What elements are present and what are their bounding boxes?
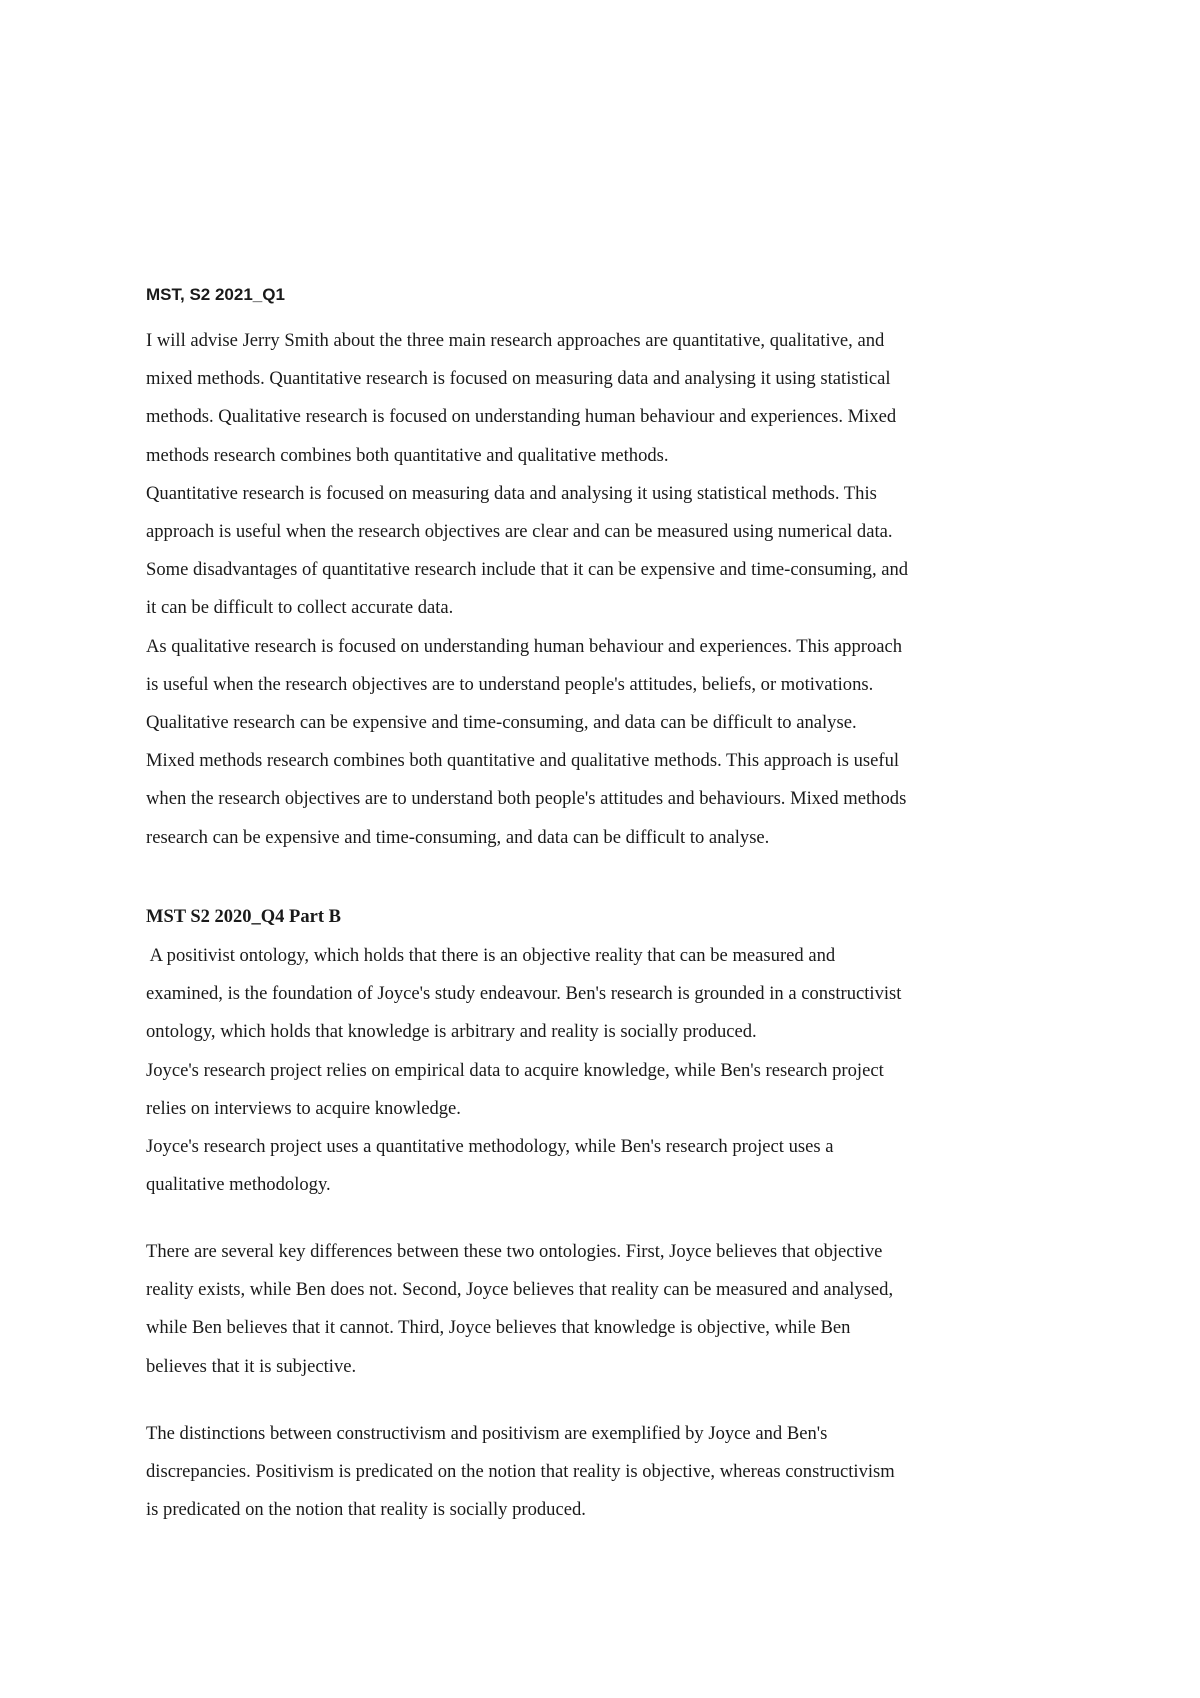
text-line: There are several key differences between these two ontologies. First, Joyce believes that objective (146, 1241, 883, 1262)
text-line: believes that it is subjective. (146, 1355, 357, 1377)
text-line: examined, is the foundation of Joyce's study endeavour. Ben's research is grounded in a constructivist (146, 983, 902, 1005)
text-line: Joyce's research project relies on empirical data to acquire knowledge, while Ben's research project (146, 1059, 884, 1081)
text-line: while Ben believes that it cannot. Third, Joyce believes that knowledge is objective, while Ben (146, 1317, 851, 1339)
text-line: Joyce's research project uses a quantitative methodology, while Ben's research project uses a (146, 1136, 834, 1158)
text-line: methods. Qualitative research is focused on understanding human behaviour and experiences. Mixed (146, 406, 897, 428)
text-line: approach is useful when the research objectives are clear and can be measured using numerical data. (146, 521, 893, 543)
text-line: research can be expensive and time-consuming, and data can be difficult to analyse. (146, 826, 770, 848)
text-line: methods research combines both quantitative and qualitative methods. (146, 444, 669, 466)
section-heading-q1: MST, S2 2021_Q1 (146, 285, 285, 304)
text-line: when the research objectives are to understand both people's attitudes and behaviours. Mixed methods (146, 788, 907, 810)
text-line: it can be difficult to collect accurate data. (146, 597, 454, 619)
text-line: Some disadvantages of quantitative research include that it can be expensive and time-consuming, and (146, 559, 909, 581)
answer-paragraph-q1 (146, 322, 1076, 857)
text-line: relies on interviews to acquire knowledge. (146, 1097, 461, 1119)
text-line: Quantitative research is focused on measuring data and analysing it using statistical methods. This (146, 482, 877, 504)
section-heading-q4: MST S2 2020_Q4 Part B (146, 907, 341, 927)
text-line: discrepancies. Positivism is predicated on the notion that reality is objective, whereas constructivism (146, 1461, 895, 1483)
answer-paragraph-q4-1 (146, 937, 1076, 1204)
text-line: Mixed methods research combines both quantitative and qualitative methods. This approach is useful (146, 750, 900, 772)
text-line: qualitative methodology. (146, 1174, 331, 1196)
text-line: reality exists, while Ben does not. Second, Joyce believes that reality can be measured and analysed, (146, 1279, 894, 1301)
answer-paragraph-q4-3 (146, 1415, 1076, 1530)
document-page (146, 0, 1076, 1698)
text-line: The distinctions between constructivism and positivism are exemplified by Joyce and Ben's (146, 1423, 828, 1444)
text-line: Qualitative research can be expensive and time-consuming, and data can be difficult to analyse. (146, 712, 857, 734)
text-line: is useful when the research objectives are to understand people's attitudes, beliefs, or motivations. (146, 673, 874, 695)
text-line: A positivist ontology, which holds that there is an objective reality that can be measured and (146, 945, 836, 966)
text-line: I will advise Jerry Smith about the three main research approaches are quantitative, qualitative, and (146, 330, 885, 351)
text-line: mixed methods. Quantitative research is focused on measuring data and analysing it using statistical (146, 368, 891, 390)
text-line: As qualitative research is focused on understanding human behaviour and experiences. This approach (146, 635, 903, 657)
answer-paragraph-q4-2 (146, 1233, 1076, 1386)
text-line: is predicated on the notion that reality is socially produced. (146, 1499, 586, 1521)
text-line: ontology, which holds that knowledge is arbitrary and reality is socially produced. (146, 1021, 757, 1043)
